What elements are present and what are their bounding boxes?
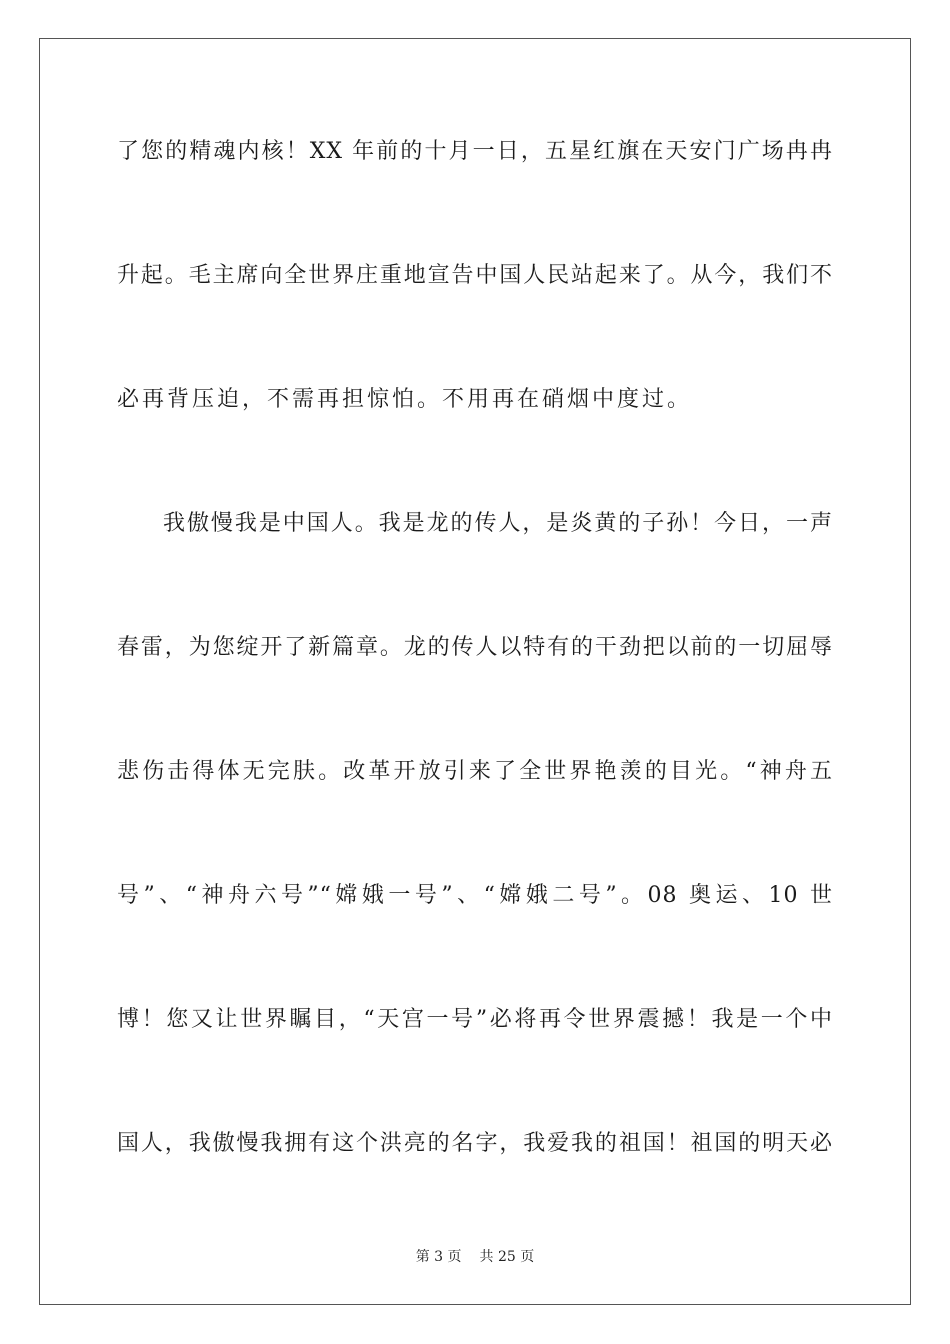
page-footer (0, 1248, 950, 1266)
body-line-6: 悲伤击得体无完肤。改革开放引来了全世界艳羡的目光。“神舟五 (117, 759, 833, 784)
body-line-7: 号”、“神舟六号”“嫦娥一号”、“嫦娥二号”。08 奥运、10 世 (117, 883, 833, 908)
body-line-5: 春雷，为您绽开了新篇章。龙的传人以特有的干劲把以前的一切屈辱 (117, 635, 833, 660)
page-number: 第 3 页 (415, 1249, 462, 1265)
page-frame (39, 38, 911, 1305)
body-line-9: 国人，我傲慢我拥有这个洪亮的名字，我爱我的祖国！祖国的明天必 (117, 1131, 833, 1156)
body-line-2: 升起。毛主席向全世界庄重地宣告中国人民站起来了。从今，我们不 (117, 263, 833, 288)
body-line-3: 必再背压迫，不需再担惊怕。不用再在硝烟中度过。 (117, 387, 693, 412)
page-total: 共 25 页 (479, 1249, 535, 1265)
body-line-8: 博！您又让世界瞩目，“天宫一号”必将再令世界震撼！我是一个中 (117, 1007, 833, 1032)
body-line-4: 我傲慢我是中国人。我是龙的传人，是炎黄的子孙！今日，一声 (163, 511, 833, 536)
body-line-1: 了您的精魂内核！XX 年前的十月一日，五星红旗在天安门广场冉冉 (117, 139, 833, 164)
